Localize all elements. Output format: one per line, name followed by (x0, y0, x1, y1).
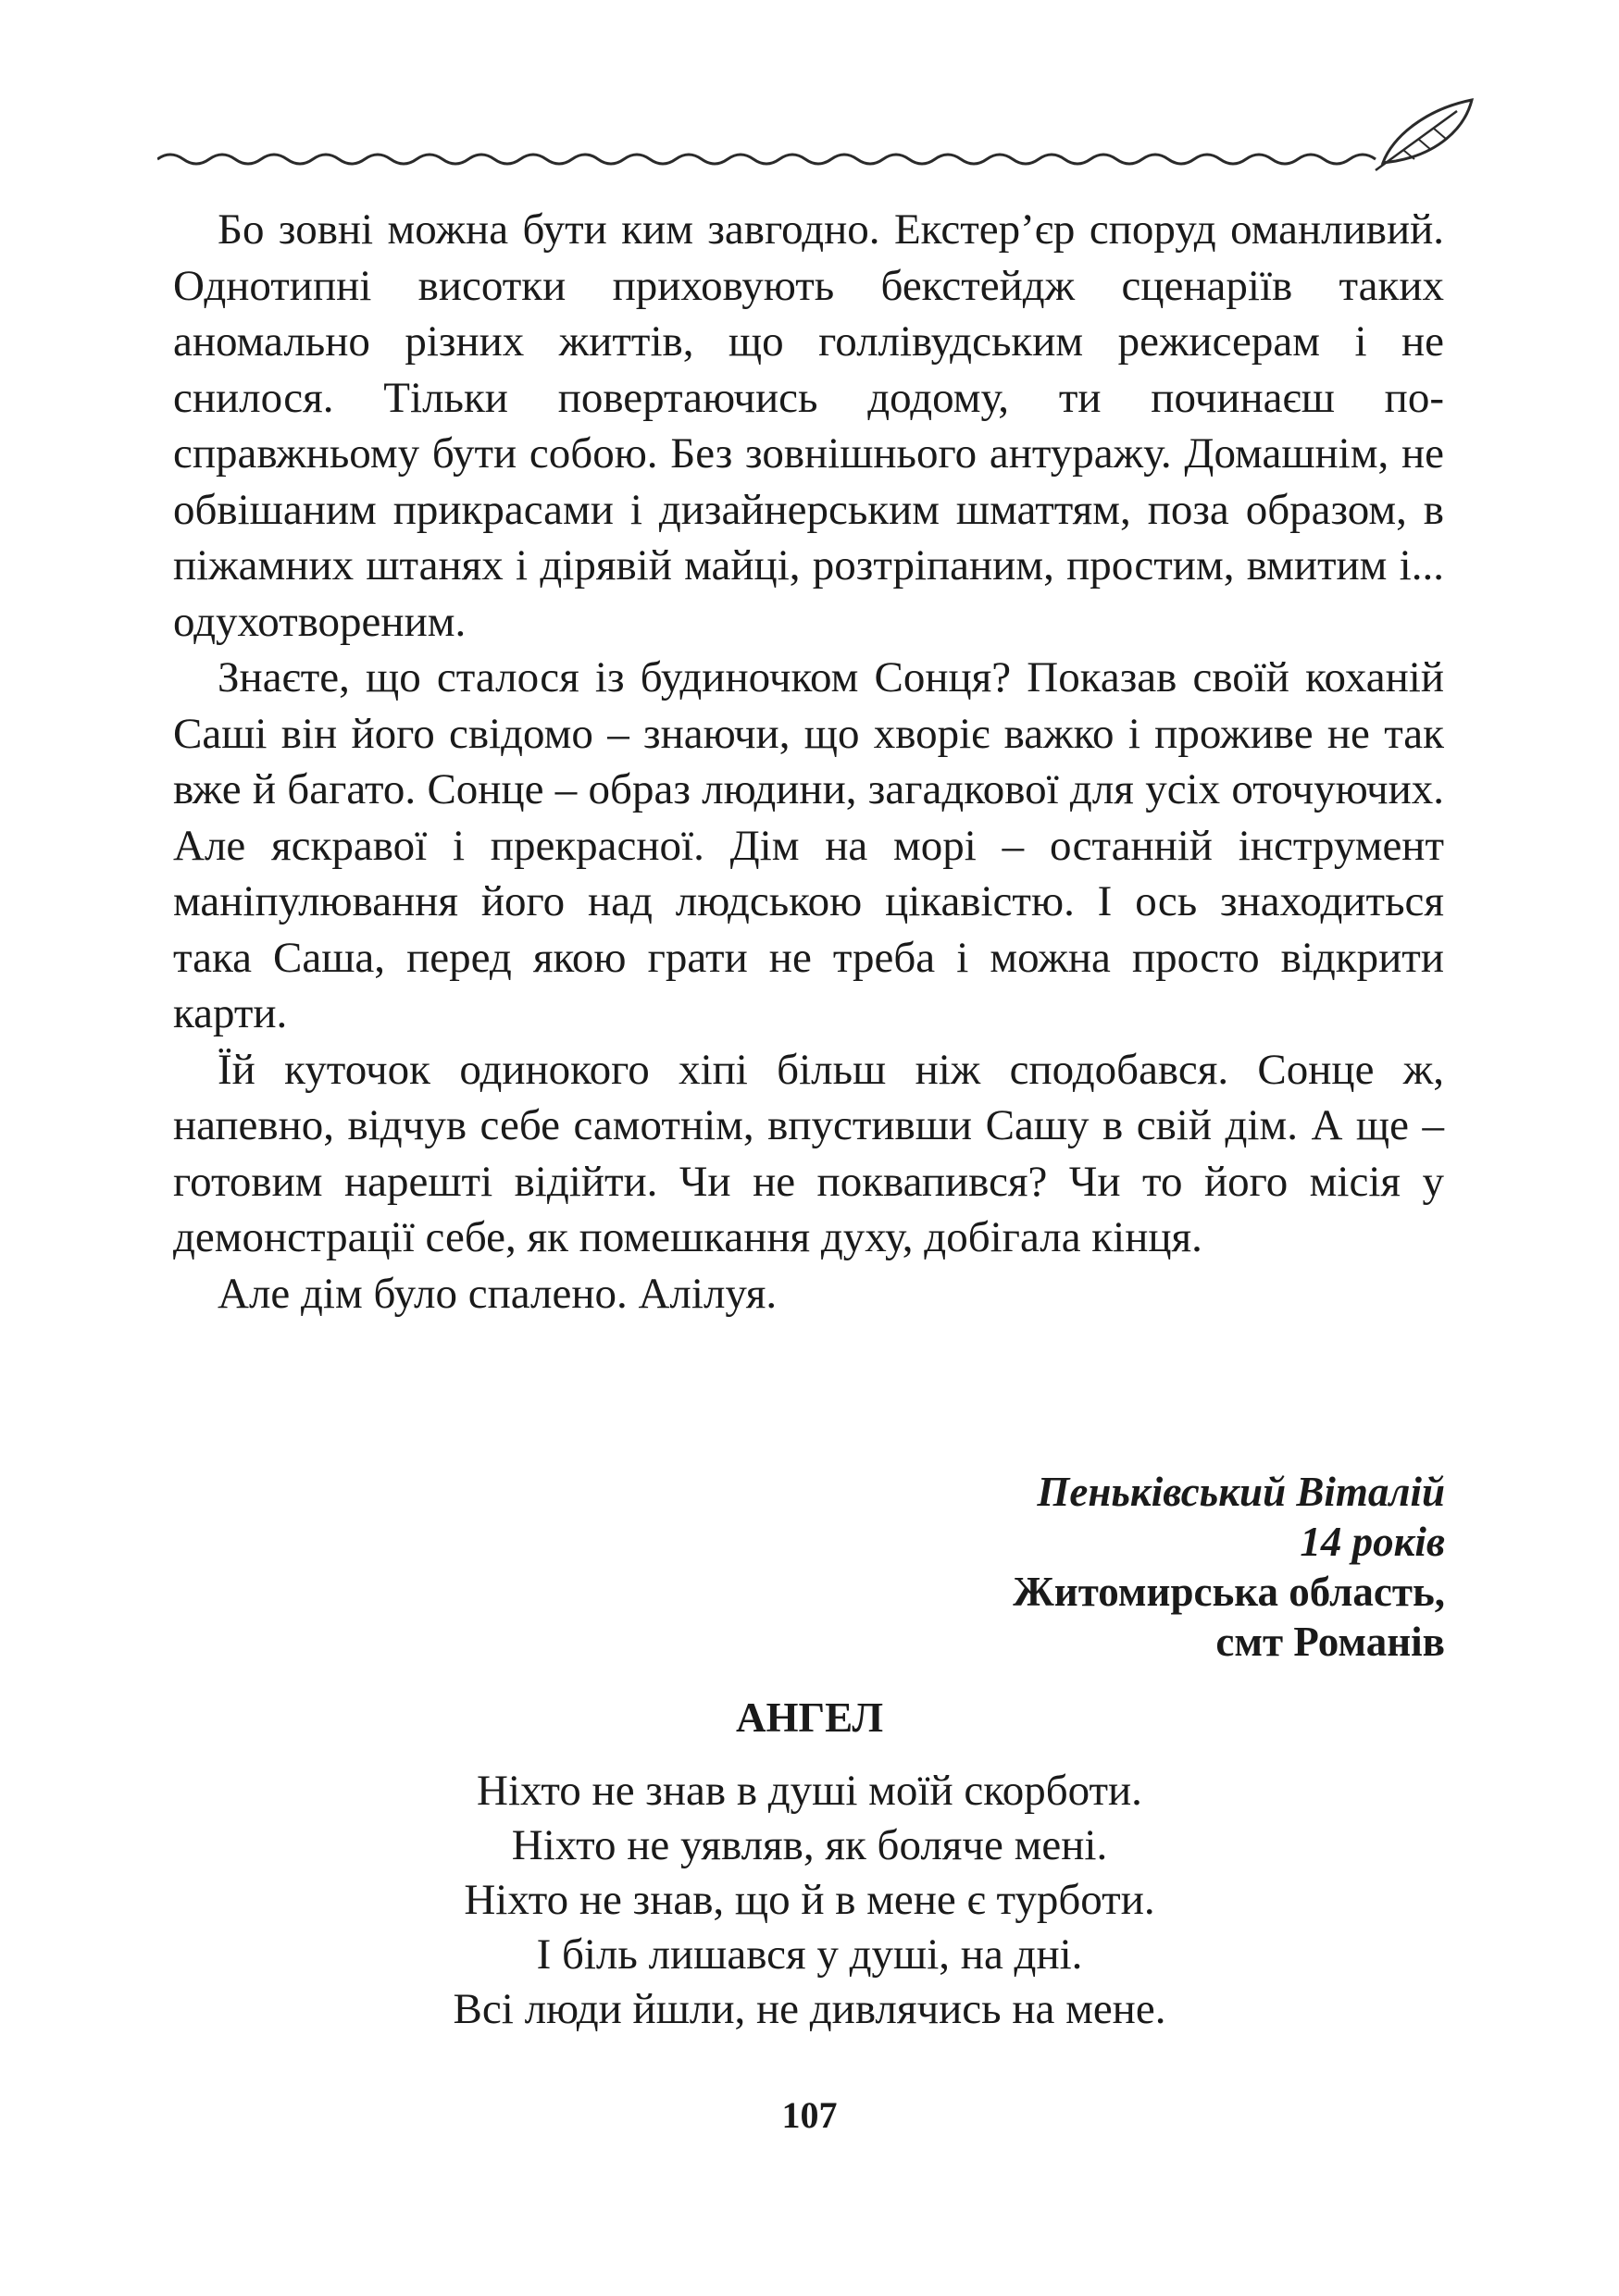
author-signature (704, 1467, 1445, 1667)
paragraph: Бо зовні можна бути ким завгодно. Екстер’єр споруд оманливий. Однотипні висотки приховують бекстейдж сценаріїв таких аномально різних життів, що голлівудським режисерам і не снилося. Тільки повертаючись додому, ти починаєш по-справжньому бути собою. Без зовнішнього антуражу. Домашнім, не обвішаним прикрасами і дизайнерським шматтям, поза образом, в піжамних штанях і дірявій майці, розтріпаним, простим, вмитим і... одухотвореним. (173, 205, 1444, 646)
poem-line: Ніхто не знав в душі моїй скорботи. (477, 1767, 1142, 1815)
author-region: Житомирська область, (1013, 1569, 1445, 1615)
poem-line: Ніхто не уявляв, як боляче мені. (511, 1821, 1108, 1869)
paragraph: Їй куточок одинокого хіпі більш ніж сподобався. Сонце ж, напевно, відчув себе самотнім, впустивши Сашу в свій дім. А ще – готовим нарешті відійти. Чи не поквапився? Чи то його місія у демонстрації себе, як помешкання духу, добігала кінця. (173, 1045, 1444, 1261)
poem-title: АНГЕЛ (735, 1694, 884, 1741)
poem-line: Всі люди йшли, не дивлячись на мене. (453, 1985, 1166, 2033)
author-age: 14 років (1300, 1519, 1445, 1565)
wavy-line-divider-icon (157, 155, 1376, 164)
author-name: Пеньківський Віталій (1037, 1469, 1445, 1515)
article-body (173, 202, 1444, 1322)
feather-quill-icon (1376, 100, 1472, 170)
poem-line: Ніхто не знав, що й в мене є турботи. (464, 1876, 1155, 1924)
paragraph: Знаєте, що сталося із будиночком Сонця? Показав своїй коханій Саші він його свідомо – знаючи, що хворіє важко і проживе не так вже й багато. Сонце – образ людини, загадкової для усіх оточуючих. Але яскравої і прекрасної. Дім на морі – останній інструмент маніпулювання його над людською цікавістю. І ось знаходиться така Саша, перед якою грати не треба і можна просто відкрити карти. (173, 653, 1444, 1037)
page-number: 107 (781, 2094, 838, 2136)
author-town: смт Романів (1215, 1619, 1445, 1665)
header-ornament (157, 93, 1490, 194)
poem-line: І біль лишався у душі, на дні. (536, 1930, 1083, 1979)
paragraph: Але дім було спалено. Алілуя. (218, 1269, 778, 1318)
poem-body (0, 1764, 1619, 2037)
